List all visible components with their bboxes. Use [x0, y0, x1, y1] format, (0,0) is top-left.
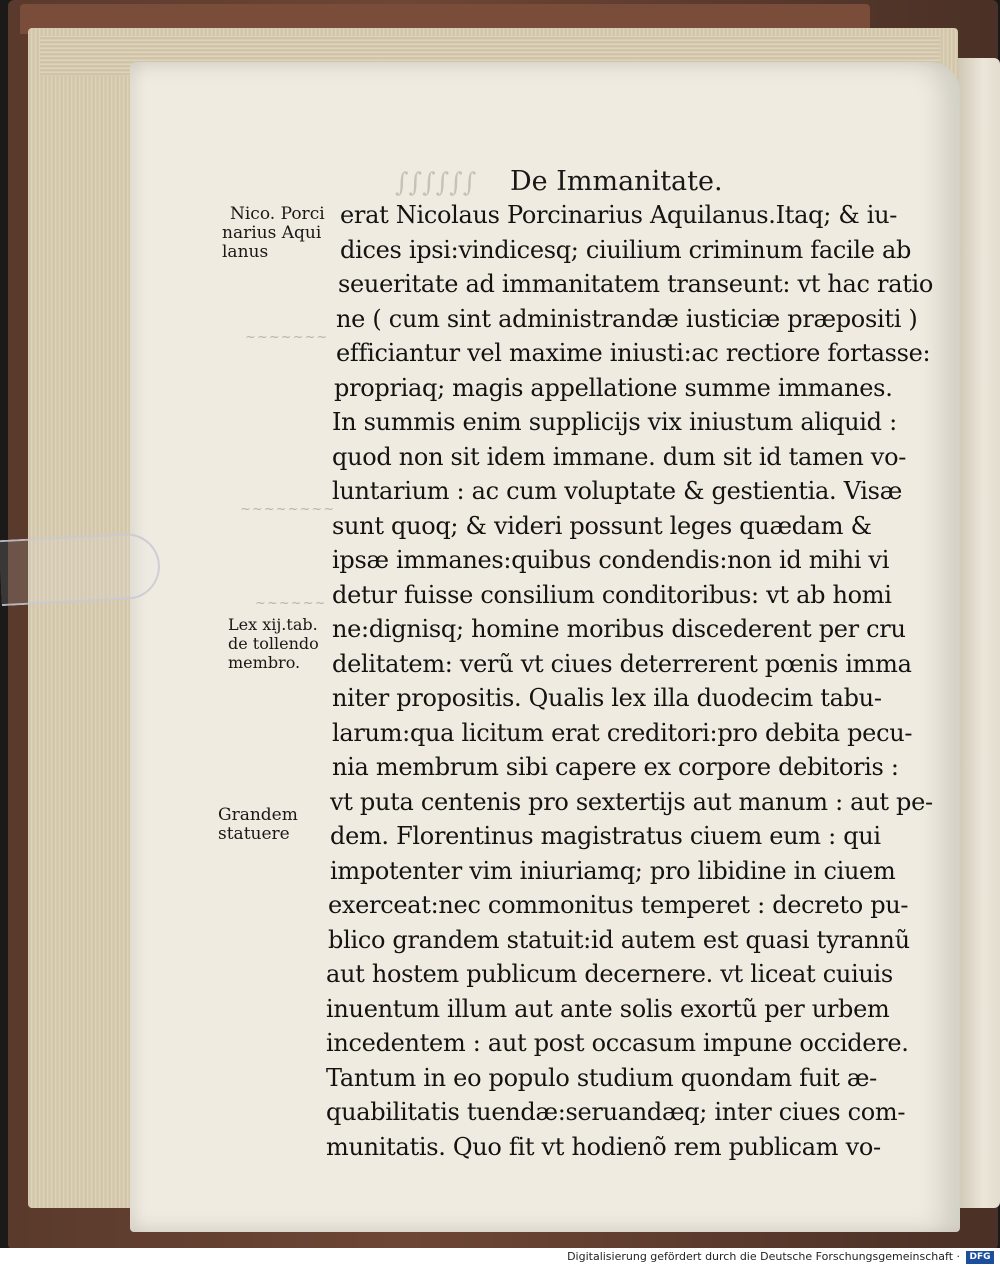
text-line: niter propositis. Qualis lex illa duodecim tabu-: [332, 684, 882, 712]
page-heading: De Immanitate.: [510, 166, 723, 197]
marginal-note-line: Lex xij.tab.: [228, 615, 318, 634]
marginal-note-line: Nico. Porci: [230, 204, 325, 224]
dfg-logo: DFG: [966, 1251, 994, 1264]
text-line: quabilitatis tuendæ:seruandæq; inter ciues com-: [326, 1098, 906, 1126]
main-text: [322, 198, 934, 1164]
text-line: ne ( cum sint administrandæ iusticiæ præpositi ): [336, 304, 918, 333]
marginal-note-line: lanus: [222, 242, 269, 262]
text-line: munitatis. Quo fit vt hodienõ rem publicam vo-: [326, 1132, 881, 1161]
text-line: ne:dignisq; homine moribus discederent per cru: [332, 615, 906, 643]
text-line: efficiantur vel maxime iniusti:ac rectiore fortasse:: [336, 339, 931, 367]
text-line: larum:qua licitum erat creditori:pro debita pecu-: [332, 718, 913, 747]
marginal-note-line: membro.: [228, 653, 301, 672]
bleedthrough-mark: ~~~~~~~~: [240, 502, 336, 517]
text-line: propriaq; magis appellatione summe immanes.: [334, 373, 893, 402]
text-line: Tantum in eo populo studium quondam fuit æ-: [326, 1063, 877, 1092]
marginal-note-line: de tollendo: [228, 634, 319, 653]
text-line: delitatem: verũ vt ciues deterrerent pœnis imma: [332, 649, 912, 678]
marginal-note-line: narius Aqui: [222, 223, 322, 243]
text-line: incedentem : aut post occasum impune occidere.: [326, 1029, 909, 1057]
marginal-note-grandem: [218, 806, 298, 844]
text-line: aut hostem publicum decernere. vt liceat cuiuis: [326, 960, 893, 988]
text-line: seueritate ad immanitatem transeunt: vt hac ratio: [338, 270, 934, 298]
heading-bleedthrough: ∫∫∫∫∫∫: [395, 168, 477, 198]
text-line: exerceat:nec commonitus temperet : decreto pu-: [328, 891, 909, 919]
text-line: nia membrum sibi capere ex corpore debitoris :: [332, 753, 899, 781]
footer-bar: [0, 1248, 1000, 1268]
text-line: dem. Florentinus magistratus ciuem eum : qui: [330, 822, 881, 850]
text-line: In summis enim supplicijs vix iniustum aliquid :: [332, 408, 897, 436]
text-line: erat Nicolaus Porcinarius Aquilanus.Itaq; & iu-: [340, 201, 898, 229]
text-line: dices ipsi:vindicesq; ciuilium criminum facile ab: [340, 235, 912, 264]
text-line: inuentum illum aut ante solis exortũ per urbem: [326, 994, 890, 1023]
bleedthrough-mark: ~~~~~~: [255, 596, 327, 611]
marginal-note-line: statuere: [218, 824, 290, 844]
facing-page-edge: [958, 58, 1000, 1208]
text-line: ipsæ immanes:quibus condendis:non id mihi vi: [332, 546, 890, 574]
text-line: vt puta centenis pro sextertijs aut manum : aut pe-: [330, 787, 933, 816]
text-line: sunt quoq; & videri possunt leges quædam &: [332, 511, 872, 540]
bleedthrough-mark: ~~~~~~~: [245, 330, 329, 345]
marginal-note-line: Grandem: [218, 805, 298, 825]
footer-credit: Digitalisierung gefördert durch die Deutsche Forschungsgemeinschaft ·: [567, 1250, 960, 1263]
marginal-note-lex: [228, 615, 319, 672]
text-line: impotenter vim iniuriamq; pro libidine in ciuem: [330, 856, 896, 885]
text-line: quod non sit idem immane. dum sit id tamen vo-: [332, 442, 907, 471]
text-line: blico grandem statuit:id autem est quasi tyrannũ: [328, 925, 910, 954]
page-clip: [0, 532, 162, 606]
marginal-note-porcinarius: [222, 204, 329, 262]
text-line: luntarium : ac cum voluptate & gestientia. Visæ: [332, 477, 902, 505]
text-line: detur fuisse consilium conditoribus: vt ab homi: [332, 580, 892, 609]
